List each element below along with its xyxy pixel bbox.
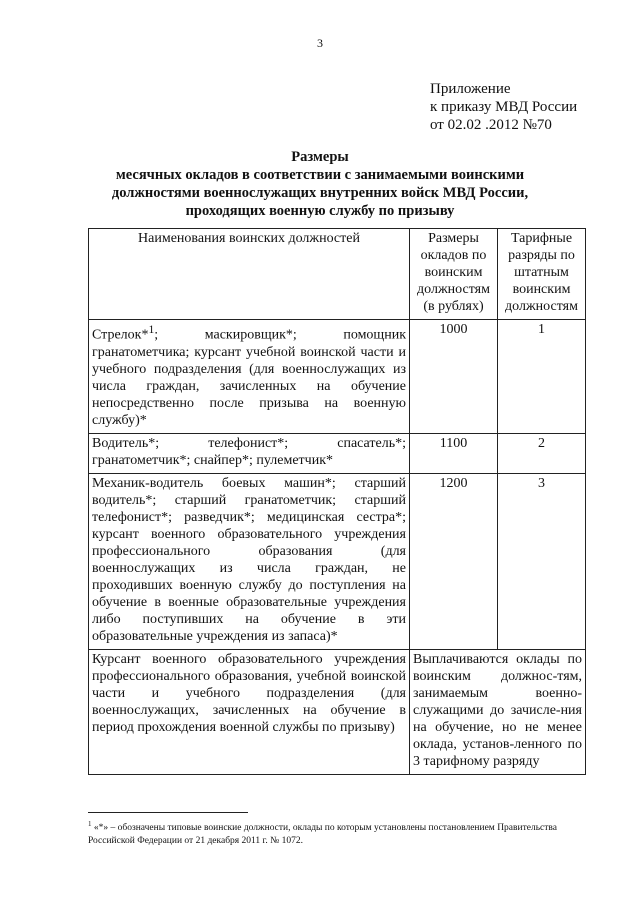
table-row xyxy=(89,649,586,774)
row-1-positions xyxy=(89,320,410,434)
appendix-line-1: Приложение xyxy=(430,81,511,97)
appendix-line-2: к приказу МВД России xyxy=(430,99,578,115)
table-header-row xyxy=(89,229,586,320)
document-title xyxy=(80,148,560,220)
footnote-reference: 1 xyxy=(148,323,155,336)
title-line-3: должностями военнослужащих внутренних войск МВД России, xyxy=(111,185,529,201)
table-row xyxy=(89,320,586,434)
header-position-names: Наименования воинских должностей xyxy=(89,229,410,320)
row-4-salary-note: Выплачиваются оклады по воинским должнос-тям, занимаемым военно-служащими до зачисле-ния на обучение, но не менее оклада, установ-ленного по 3 тарифному разряду xyxy=(410,649,586,774)
row-2-positions: Водитель*; телефонист*; спасатель*; гранатометчик*; снайпер*; пулеметчик* xyxy=(89,433,410,473)
table-row xyxy=(89,473,586,649)
row-3-salary: 1200 xyxy=(410,473,498,649)
header-tariff-grades: Тарифные разряды по штатным воинским должностям xyxy=(498,229,586,320)
row-3-positions: Механик-водитель боевых машин*; старший водитель*; старший гранатометчик; старший телефонист*; разведчик*; медицинская сестра*; курсант военного образовательного учреждения профессионального образования (для военнослужащих из числа граждан, не проходивших военную службу до поступления на обучение в военные образовательные учреждения либо поступивших на обучение в эти образовательные учреждения из запаса)* xyxy=(89,473,410,649)
title-line-4: проходящих военную службу по призыву xyxy=(185,203,455,219)
row-4-positions: Курсант военного образовательного учреждения профессионального образования, учебной воинской части и учебного подразделения (для военнослужащих, зачисленных на обучение в период прохождения военной службы по призыву) xyxy=(89,649,410,774)
footnote-text: «*» – обозначены типовые воинские должности, оклады по которым установлены постановлением Правительства Российской Федерации от 21 декабря 2011 г. № 1072. xyxy=(88,823,557,847)
row-2-salary: 1100 xyxy=(410,433,498,473)
row-1-positions-start: Стрелок* xyxy=(92,327,149,343)
title-line-2: месячных окладов в соответствии с занимаемыми воинскими xyxy=(115,167,525,183)
row-1-salary: 1000 xyxy=(410,320,498,434)
page-number: 3 xyxy=(317,36,323,50)
footnote xyxy=(88,818,588,848)
appendix-heading xyxy=(430,80,577,134)
title-line-1: Размеры xyxy=(291,149,349,165)
row-1-grade: 1 xyxy=(498,320,586,434)
row-1-positions-rest: ; маскировщик*; помощник гранатометчика; курсант учебной воинской части и учебного подразделения (для военнослужащих из числа граждан, зачисленных на обучение непосредственно после призыва на военную службу)* xyxy=(92,327,406,428)
table-row xyxy=(89,433,586,473)
footnote-divider xyxy=(88,812,248,813)
header-salary-amounts: Размеры окладов по воинским должностям (в рублях) xyxy=(410,229,498,320)
footnote-marker: 1 xyxy=(88,820,92,828)
appendix-line-3: от 02.02 .2012 №70 xyxy=(430,117,552,133)
row-2-grade: 2 xyxy=(498,433,586,473)
salary-table xyxy=(88,228,586,775)
row-3-grade: 3 xyxy=(498,473,586,649)
